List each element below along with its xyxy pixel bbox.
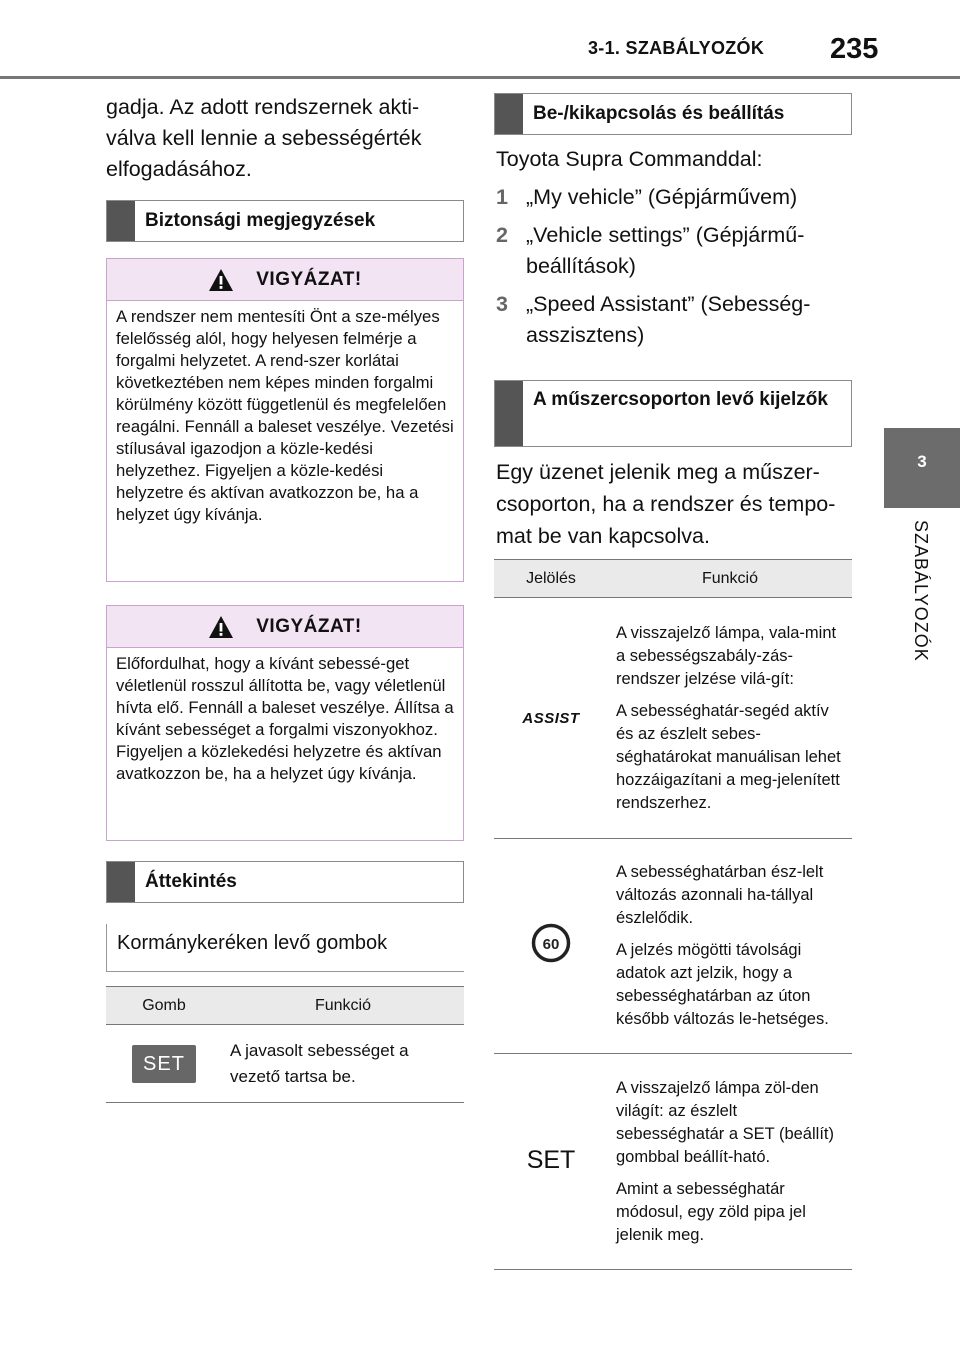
warning-box-1-header	[107, 259, 463, 301]
warning-triangle-icon	[208, 615, 234, 639]
warning-box-2-header	[107, 606, 463, 648]
column-header: Funkció	[222, 987, 464, 1025]
table-cell	[608, 1054, 852, 1270]
table-cell	[608, 598, 852, 839]
cell-paragraph: Amint a sebességhatár módosul, egy zöld pipa jel jelenik meg.	[616, 1179, 806, 1244]
intro-paragraph: gadja. Az adott rendszernek akti-válva kell lennie a sebességérték elfogadásához.	[106, 95, 422, 181]
set-button-icon: SET	[132, 1045, 196, 1083]
chapter-tab-label: SZABÁLYOZÓK	[911, 520, 931, 662]
step-number: 1	[496, 185, 508, 209]
warning-box-2	[106, 605, 464, 841]
header-rule	[0, 76, 960, 79]
list-item	[496, 289, 856, 351]
indicators-heading	[494, 380, 852, 447]
step-text: „Speed Assistant” (Sebesség-asszisztens)	[526, 292, 811, 347]
cell-paragraph: A sebességhatár-segéd aktív és az észlelt sebes-séghatárokat manuálisan lehet hozzáigazítani a meg-jelenített rendszerhez.	[616, 701, 841, 812]
table-cell	[106, 1025, 222, 1103]
warning-triangle-icon	[208, 268, 234, 292]
step-number: 2	[496, 223, 508, 247]
speed-limit-value: 60	[542, 935, 560, 953]
table-row	[494, 839, 852, 1054]
warning-box-2-title: VIGYÁZAT!	[256, 615, 362, 637]
overview-heading-text: Áttekintés	[145, 871, 237, 892]
heading-bar	[495, 94, 523, 134]
overview-heading	[106, 861, 464, 903]
indicators-paragraph: Egy üzenet jelenik meg a műszer-csoporton, ha a rendszer és tempo-mat be van kapcsolva.	[496, 460, 836, 548]
steering-buttons-subheading: Kormánykeréken levő gombok	[106, 924, 464, 972]
table-cell: A javasolt sebességet a vezető tartsa be.	[222, 1025, 464, 1103]
table-row	[494, 598, 852, 839]
speed-limit-sign-icon	[531, 923, 571, 963]
step-text: „Vehicle settings” (Gépjármű-beállítások)	[526, 223, 805, 278]
running-header: 3-1. SZABÁLYOZÓK	[588, 38, 765, 58]
indicators-table	[494, 559, 852, 1270]
onoff-heading-text: Be-/kikapcsolás és beállítás	[533, 103, 785, 124]
table-header-row	[494, 560, 852, 598]
indicators-heading-text: A műszercsoporton levő kijelzők	[533, 389, 828, 410]
table-row	[106, 1025, 464, 1103]
page-number: 235	[830, 33, 879, 65]
buttons-table	[106, 986, 464, 1103]
cell-paragraph: A jelzés mögötti távolsági adatok azt jelzik, hogy a sebességhatárban az úton később változás le-hetséges.	[616, 941, 829, 1028]
warning-box-1-text: A rendszer nem mentesíti Önt a sze-mélyes felelősség alól, hogy helyesen felmérje a forgalmi helyzetet. A rend-szer korlátai következtében nem képes minden forgalmi körülmény között függetlenül és megfelelően reagálni. Fennáll a baleset veszélye. Vezetési stílusával igazodjon a közle-kedési helyzethez. Figyeljen a közle-kedési helyzetre és aktívan avatkozzon be, ha a helyzet úgy kívánja.	[116, 307, 454, 524]
warning-box-2-text: Előfordulhat, hogy a kívánt sebessé-get véletlenül rosszul állította be, vagy véletlenül hívta elő. Fennáll a baleset veszélye. Állítsa a kívánt sebességet a forgalmi viszonyokhoz. Figyeljen a közlekedési helyzetre és aktívan avatkozzon be, ha a helyzet úgy kívánja.	[116, 654, 454, 783]
step-text: „My vehicle” (Gépjárművem)	[526, 185, 798, 209]
safety-notes-heading-text: Biztonsági megjegyzések	[145, 210, 376, 231]
table-cell	[494, 1054, 608, 1270]
list-item	[496, 182, 856, 213]
heading-bar	[107, 201, 135, 241]
cell-paragraph: A visszajelző lámpa zöl-den világít: az észlelt sebességhatár a SET (beállít) gombbal beállít-ható.	[616, 1078, 834, 1166]
set-indicator-icon: SET	[526, 1145, 576, 1174]
cell-paragraph: A sebességhatárban ész-lelt változás azonnali ha-tállyal észlelődik.	[616, 863, 824, 927]
table-cell	[494, 839, 608, 1054]
column-header: Gomb	[106, 987, 222, 1025]
assist-indicator-icon: ASSIST	[522, 709, 580, 727]
table-cell	[494, 598, 608, 839]
chapter-tab-number: 3	[884, 428, 960, 508]
warning-box-1	[106, 258, 464, 582]
step-number: 3	[496, 292, 508, 316]
warning-box-1-title: VIGYÁZAT!	[256, 268, 362, 290]
cell-paragraph: A visszajelző lámpa, vala-mint a sebességszabály-zás-rendszer jelzése vilá-gít:	[616, 623, 837, 688]
steps-list	[496, 144, 856, 351]
table-header-row	[106, 987, 464, 1025]
heading-bar	[107, 862, 135, 902]
column-header: Jelölés	[494, 560, 608, 598]
onoff-heading	[494, 93, 852, 135]
steps-intro: Toyota Supra Commanddal:	[496, 147, 763, 171]
list-item	[496, 220, 856, 282]
safety-notes-heading	[106, 200, 464, 242]
column-header: Funkció	[608, 560, 852, 598]
heading-bar	[495, 381, 523, 446]
table-cell	[608, 839, 852, 1054]
table-row	[494, 1054, 852, 1270]
chapter-tab-strip	[884, 80, 960, 1352]
